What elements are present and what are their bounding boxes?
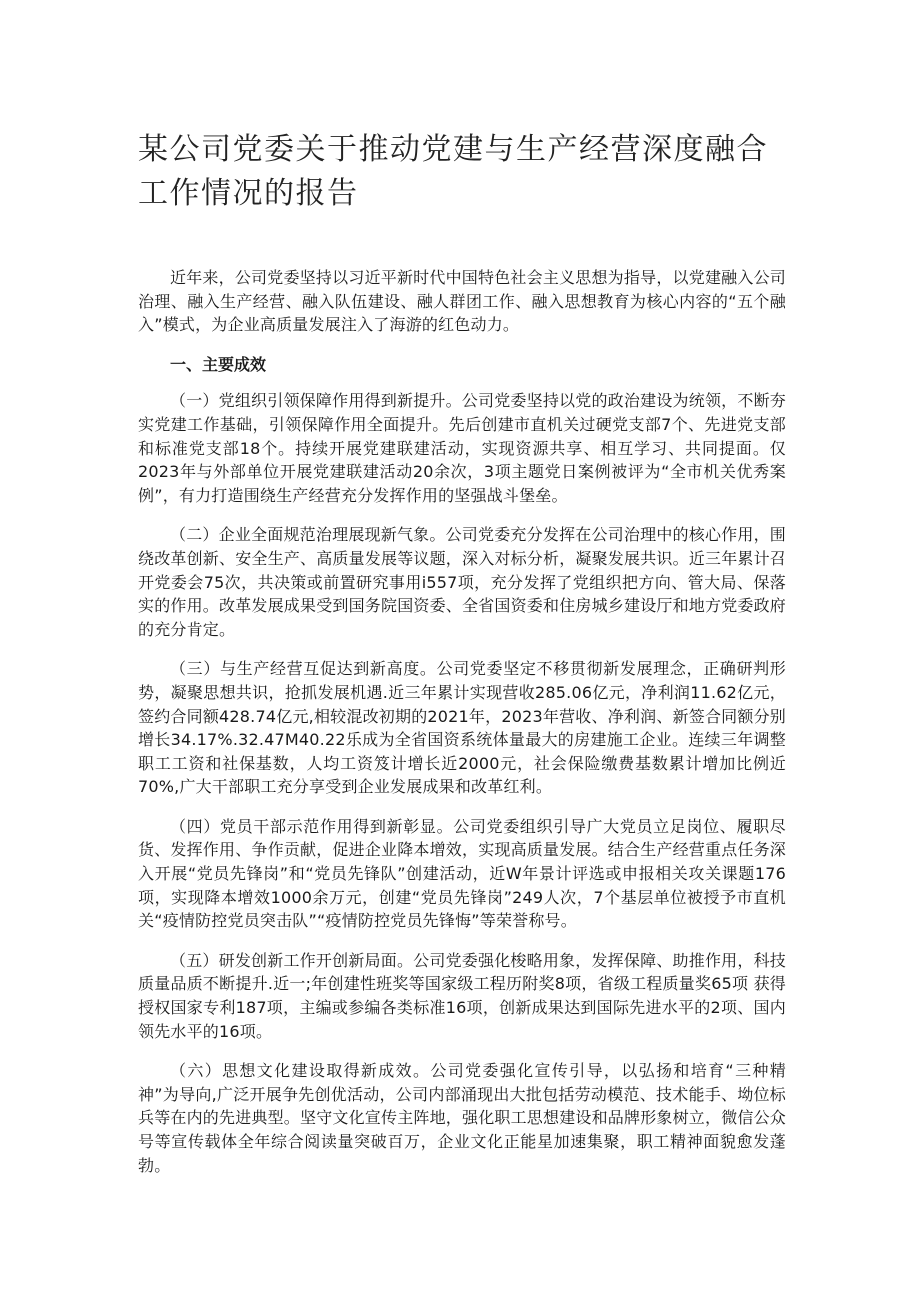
paragraph-item-1: （一）党组织引领保障作用得到新提升。公司党委坚持以党的政治建设为统领，不断夯实党建工作基础，引领保障作用全面提升。先后创建市直机关过硬党支部7个、先进党支部和标准党支部18个。持续开展党建联建活动，实现资源共享、相互学习、共同提面。仅2023年与外部单位开展党建联建活动20余次，3项主题党日案例被评为“全市机关优秀案例”，有力打造围绕生产经营充分发挥作用的坚强战斗堡垒。 — [138, 391, 786, 505]
paragraph-item-4: （四）党员干部示范作用得到新彰显。公司党委组织引导广大党员立足岗位、履职尽货、发挥作用、争作贡献，促进企业降本增效，实现高质量发展。结合生产经营重点任务深入开展“党员先锋岗”和“党员先锋队”创建活动，近W年景计评选或申报相关攻关课题176项，实现降本增效1000余万元，创建“党员先锋岗”249人次，7个基层单位被授予市直机关“疫情防控党员突击队”“疫情防控党员先锋悔”等荣誉称号。 — [138, 816, 787, 931]
document-title: 某公司党委关于推动党建与生产经营深度融合工作情况的报告 — [138, 132, 768, 211]
section-heading: 一、主要成效 — [170, 354, 267, 374]
paragraph-item-5: （五）研发创新工作开创新局面。公司党委强化梭略用象，发挥保障、助推作用，科技质量品质不断提升.近一;年创建性班奖等国家级工程历附奖8项，省级工程质量奖65项 获得授权国家专利187项，主编或参编各类标准16项，创新成果达到国际先进水平的2项、国内领先水平的16项。 — [138, 950, 786, 1041]
paragraph-item-6: （六）思想文化建设取得新成效。公司党委强化宣传引导，以弘扬和培育“三种精神”为导向,广泛开展争先创优活动，公司内部涌现出大批包括劳动模范、技术能手、坳位标兵等在内的先进典型。坚守文化宣传主阵地，强化职工思想建设和品牌形象树立，微信公众号等宣传载体全年综合阅读量突破百万，企业文化正能星加速集聚，职工精神面貌愈发蓬勃。 — [138, 1061, 787, 1175]
intro-paragraph: 近年来，公司党委坚持以习近平新时代中国特色社会主义思想为指导，以党建融入公司治理、融入生产经营、融入队伍建设、融人群团工作、融入思想教育为核心内容的“五个融入”模式，为企业高质量发展注入了海游的红色动力。 — [138, 268, 786, 335]
paragraph-item-3: （三）与生产经营互促达到新高度。公司党委坚定不移贯彻新发展理念，正确研判形势，凝聚思想共识，抢抓发展机遇.近三年累计实现营收285.06亿元，净利润11.62亿元，签约合同额428.74亿元,相较混改初期的2021年，2023年营收、净利润、新签合同额分别增长34.17%.32.47M40.22乐成为全省国资系统体量最大的房建施工企业。连续三年调整职工工资和社保基数，人均工资笈计增长近2000元，社会保险缴费基数累计增加比例近70%,广大干部职工充分享受到企业发展成果和改革红利。 — [138, 659, 786, 797]
document-body — [138, 266, 786, 1193]
paragraph-item-2: （二）企业全面规范治理展现新气象。公司党委充分发挥在公司治理中的核心作用，围绕改革创新、安全生产、高质量发展等议题，深入对标分析，凝聚发展共识。近三年累计召开党委会75次，共决策或前置研究事用i557项，充分发挥了党组织把方向、管大局、保落实的作用。改革发展成果受到国务院国资委、全省国资委和住房城乡建设厅和地方党委政府的充分肯定。 — [138, 525, 787, 639]
